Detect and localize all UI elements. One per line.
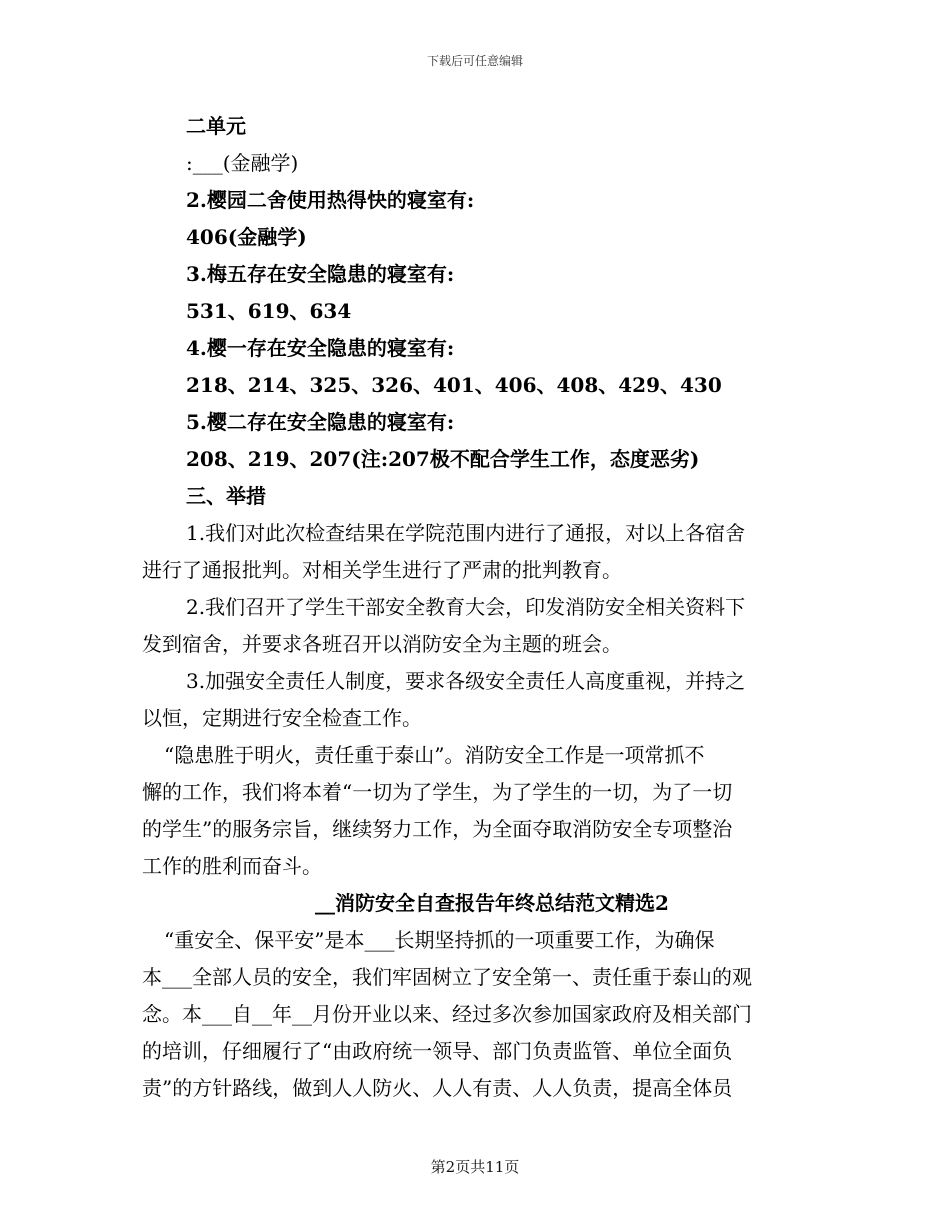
section-heading: 二单元: [186, 114, 246, 138]
paragraph-line: 的学生”的服务宗旨，继续努力工作，为全面夺取消防安全专项整治: [142, 817, 733, 841]
paragraph-line: 懈的工作，我们将本着“一切为了学生，为了学生的一切，为了一切: [142, 780, 733, 804]
paragraph-line: 406(金融学): [186, 225, 307, 249]
article-title: __消防安全自查报告年终总结范文精选2: [315, 891, 669, 915]
paragraph-line: 责”的方针路线，做到人人防火、人人有责、人人负责，提高全体员: [142, 1076, 733, 1100]
list-item: 4.樱一存在安全隐患的寝室有:: [186, 336, 455, 360]
paragraph-line: 发到宿舍，并要求各班召开以消防安全为主题的班会。: [142, 632, 622, 656]
paragraph-line: :___(金融学): [186, 151, 299, 175]
paragraph-line: 工作的胜利而奋斗。: [142, 854, 322, 878]
paragraph-line: 2.我们召开了学生干部安全教育大会，印发消防安全相关资料下: [186, 595, 746, 619]
paragraph-line: 3.加强安全责任人制度，要求各级安全责任人高度重视，并持之: [186, 669, 746, 693]
page-header: 下载后可任意编辑: [426, 54, 523, 68]
document-body: [142, 108, 802, 1107]
paragraph-line: “隐患胜于明火，责任重于泰山”。消防安全工作是一项常抓不: [164, 743, 705, 767]
list-item: 5.樱二存在安全隐患的寝室有:: [186, 410, 455, 434]
paragraph-line: 以恒，定期进行安全检查工作。: [142, 706, 422, 730]
paragraph-line: 531、619、634: [186, 299, 352, 323]
paragraph-line: 本___全部人员的安全，我们牢固树立了安全第一、责任重于泰山的观: [142, 965, 752, 989]
paragraph-line: 208、219、207(注:207极不配合学生工作，态度恶劣): [186, 447, 700, 471]
section-heading: 三、举措: [186, 484, 266, 508]
paragraph-line: “重安全、保平安”是本___长期坚持抓的一项重要工作，为确保: [164, 928, 715, 952]
list-item: 3.梅五存在安全隐患的寝室有:: [186, 262, 455, 286]
paragraph-line: 念。本___自__年__月份开业以来、经过多次参加国家政府及相关部门: [142, 1002, 752, 1026]
list-item: 2.樱园二舍使用热得快的寝室有:: [186, 188, 475, 212]
paragraph-line: 1.我们对此次检查结果在学院范围内进行了通报，对以上各宿舍: [186, 521, 746, 545]
paragraph-line: 进行了通报批判。对相关学生进行了严肃的批判教育。: [142, 558, 622, 582]
paragraph-line: 的培训，仔细履行了“由政府统一领导、部门负责监管、单位全面负: [142, 1039, 733, 1063]
page-number: 第2页共11页: [430, 1158, 520, 1176]
paragraph-line: 218、214、325、326、401、406、408、429、430: [186, 373, 722, 397]
